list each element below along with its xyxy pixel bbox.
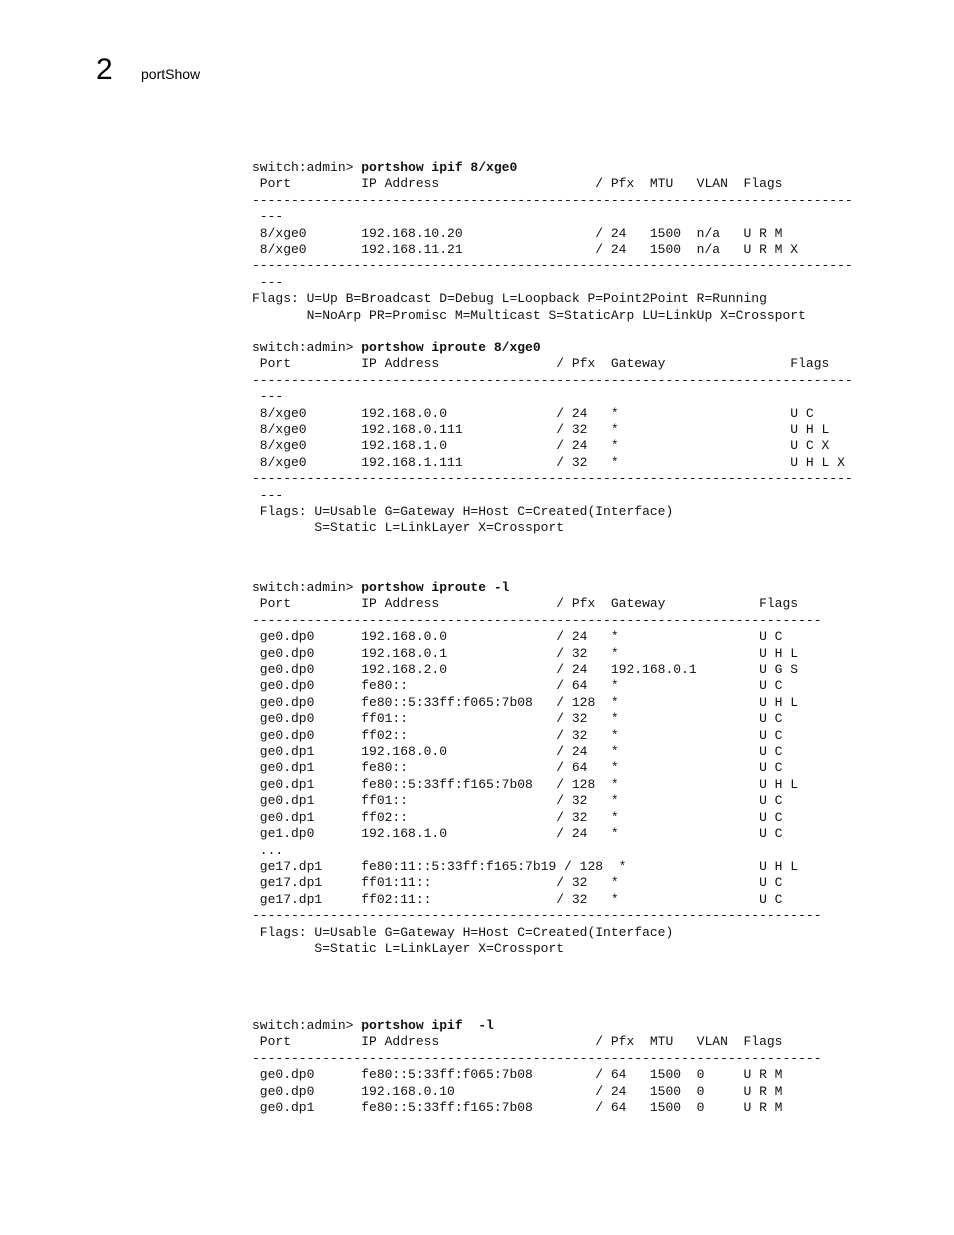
output-lines [252, 176, 853, 324]
output-line: ge0.dp0 192.168.2.0 / 24 192.168.0.1 U G S [252, 662, 799, 678]
code-block-ipif-xge0 [252, 160, 853, 324]
command-text: portshow iproute -l [361, 580, 510, 595]
chapter-title: portShow [141, 66, 201, 82]
code-block-iproute-xge0 [252, 340, 853, 537]
output-line: ge0.dp0 192.168.0.1 / 32 * U H L [252, 645, 799, 661]
command-prompt: switch:admin> [252, 340, 362, 355]
code-block-ipif-l [252, 1018, 822, 1116]
output-line: ----------------------------------------------------------------------------- [252, 372, 853, 388]
output-line: S=Static L=LinkLayer X=Crossport [252, 520, 565, 536]
output-line: --- [252, 274, 284, 290]
output-line: ------------------------------------------------------------------------- [252, 612, 822, 628]
chapter-number: 2 [96, 53, 113, 86]
command-text: portshow ipif -l [361, 1018, 494, 1033]
output-line: Port IP Address / Pfx MTU VLAN Flags [252, 176, 783, 192]
output-line: Flags: U=Usable G=Gateway H=Host C=Created(Interface) [252, 504, 674, 520]
command-line [252, 1018, 822, 1034]
output-line: ----------------------------------------------------------------------------- [252, 192, 853, 208]
output-line: 8/xge0 192.168.0.111 / 32 * U H L [252, 422, 830, 438]
output-line: Flags: U=Usable G=Gateway H=Host C=Created(Interface) [252, 924, 674, 940]
output-line: ge0.dp1 fe80:: / 64 * U C [252, 760, 783, 776]
output-line: --- [252, 389, 284, 405]
output-line: ... [252, 842, 284, 858]
output-line: ge0.dp1 fe80::5:33ff:f165:7b08 / 64 1500 0 U R M [252, 1100, 783, 1116]
output-line: ge0.dp0 fe80:: / 64 * U C [252, 678, 783, 694]
output-line: ge0.dp0 fe80::5:33ff:f065:7b08 / 64 1500 0 U R M [252, 1067, 783, 1083]
output-line: ge0.dp1 ff02:: / 32 * U C [252, 809, 783, 825]
output-line: ge17.dp1 fe80:11::5:33ff:f165:7b19 / 128 * U H L [252, 858, 799, 874]
output-line: ge0.dp0 192.168.0.10 / 24 1500 0 U R M [252, 1083, 783, 1099]
output-line: ge0.dp1 ff01:: / 32 * U C [252, 793, 783, 809]
output-line: Flags: U=Up B=Broadcast D=Debug L=Loopback P=Point2Point R=Running [252, 291, 767, 307]
output-lines [252, 1034, 822, 1116]
output-line: 8/xge0 192.168.11.21 / 24 1500 n/a U R M X [252, 242, 799, 258]
code-block-iproute-l [252, 580, 822, 957]
output-line: --- [252, 487, 284, 503]
output-line: S=Static L=LinkLayer X=Crossport [252, 940, 565, 956]
output-line: ge1.dp0 192.168.1.0 / 24 * U C [252, 826, 783, 842]
command-line [252, 160, 853, 176]
output-line: ge0.dp0 fe80::5:33ff:f065:7b08 / 128 * U H L [252, 694, 799, 710]
command-line [252, 340, 853, 356]
output-line: 8/xge0 192.168.10.20 / 24 1500 n/a U R M [252, 225, 783, 241]
output-line: Port IP Address / Pfx Gateway Flags [252, 596, 799, 612]
command-prompt: switch:admin> [252, 1018, 362, 1033]
output-line: ------------------------------------------------------------------------- [252, 908, 822, 924]
output-line: ----------------------------------------------------------------------------- [252, 471, 853, 487]
output-line: ----------------------------------------------------------------------------- [252, 258, 853, 274]
output-line: 8/xge0 192.168.1.0 / 24 * U C X [252, 438, 830, 454]
output-line: --- [252, 209, 284, 225]
output-line: ge0.dp1 192.168.0.0 / 24 * U C [252, 744, 783, 760]
command-prompt: switch:admin> [252, 160, 362, 175]
output-line: ge0.dp1 fe80::5:33ff:f165:7b08 / 128 * U H L [252, 776, 799, 792]
output-line: ------------------------------------------------------------------------- [252, 1050, 822, 1066]
output-line: 8/xge0 192.168.0.0 / 24 * U C [252, 405, 814, 421]
command-prompt: switch:admin> [252, 580, 362, 595]
output-line: N=NoArp PR=Promisc M=Multicast S=StaticArp LU=LinkUp X=Crossport [252, 307, 806, 323]
output-lines [252, 356, 853, 536]
output-lines [252, 596, 822, 957]
command-text: portshow iproute 8/xge0 [361, 340, 541, 355]
command-line [252, 580, 822, 596]
output-line: 8/xge0 192.168.1.111 / 32 * U H L X [252, 454, 845, 470]
output-line: ge17.dp1 ff01:11:: / 32 * U C [252, 875, 783, 891]
output-line: Port IP Address / Pfx Gateway Flags [252, 356, 830, 372]
command-text: portshow ipif 8/xge0 [361, 160, 518, 175]
output-line: ge0.dp0 ff02:: / 32 * U C [252, 727, 783, 743]
output-line: ge17.dp1 ff02:11:: / 32 * U C [252, 891, 783, 907]
output-line: Port IP Address / Pfx MTU VLAN Flags [252, 1034, 783, 1050]
output-line: ge0.dp0 ff01:: / 32 * U C [252, 711, 783, 727]
output-line: ge0.dp0 192.168.0.0 / 24 * U C [252, 629, 783, 645]
